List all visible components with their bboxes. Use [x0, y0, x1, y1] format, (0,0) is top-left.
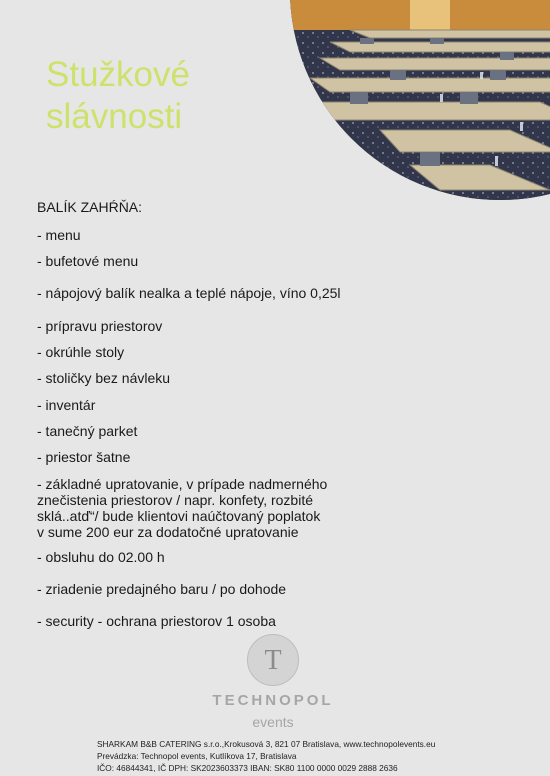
- title-line-2: slávnosti: [46, 97, 183, 136]
- conference-room-photo: [290, 0, 550, 200]
- list-item: - prípravu priestorov: [37, 318, 163, 334]
- brand-name: TECHNOPOL: [212, 692, 334, 709]
- list-item: - stoličky bez návleku: [37, 370, 171, 386]
- list-item: - inventár: [37, 397, 96, 413]
- list-item: - priestor šatne: [37, 449, 131, 465]
- list-item: - obsluhu do 02.00 h: [37, 549, 165, 565]
- list-item: - security - ochrana priestorov 1 osoba: [37, 613, 276, 629]
- page-title: [46, 54, 190, 138]
- list-item-continuation: sklá..atď“/ bude klientovi naúčtovaný poplatok: [37, 508, 321, 524]
- list-item-continuation: v sume 200 eur za dodatočné upratovanie: [37, 524, 299, 540]
- footer-line: Prevádzka: Technopol events, Kutlíkova 17, Bratislava: [97, 751, 297, 761]
- list-item: - tanečný parket: [37, 423, 138, 439]
- list-item: - okrúhle stoly: [37, 344, 125, 360]
- brand-subtitle: events: [252, 714, 294, 730]
- package-heading: BALÍK ZAHŔŇA:: [37, 199, 143, 215]
- list-item: - základné upratovanie, v prípade nadmerného: [37, 476, 328, 492]
- technopol-logo-icon: [247, 634, 299, 686]
- title-line-1: Stužkové: [46, 55, 190, 94]
- list-item: - zriadenie predajného baru / po dohode: [37, 581, 287, 597]
- list-item: - nápojový balík nealka a teplé nápoje, víno 0,25l: [37, 285, 341, 301]
- footer-line: SHARKAM B&B CATERING s.r.o.,Krokusová 3, 821 07 Bratislava, www.technopolevents.eu: [97, 739, 436, 749]
- footer-line: IČO: 46844341, IČ DPH: SK2023603373 IBAN: SK80 1100 0000 0029 2888 2636: [97, 763, 398, 773]
- logo-letter: T: [264, 645, 282, 676]
- list-item: - menu: [37, 227, 81, 243]
- list-item: - bufetové menu: [37, 253, 139, 269]
- list-item-continuation: znečistenia priestorov / napr. konfety, rozbité: [37, 492, 313, 508]
